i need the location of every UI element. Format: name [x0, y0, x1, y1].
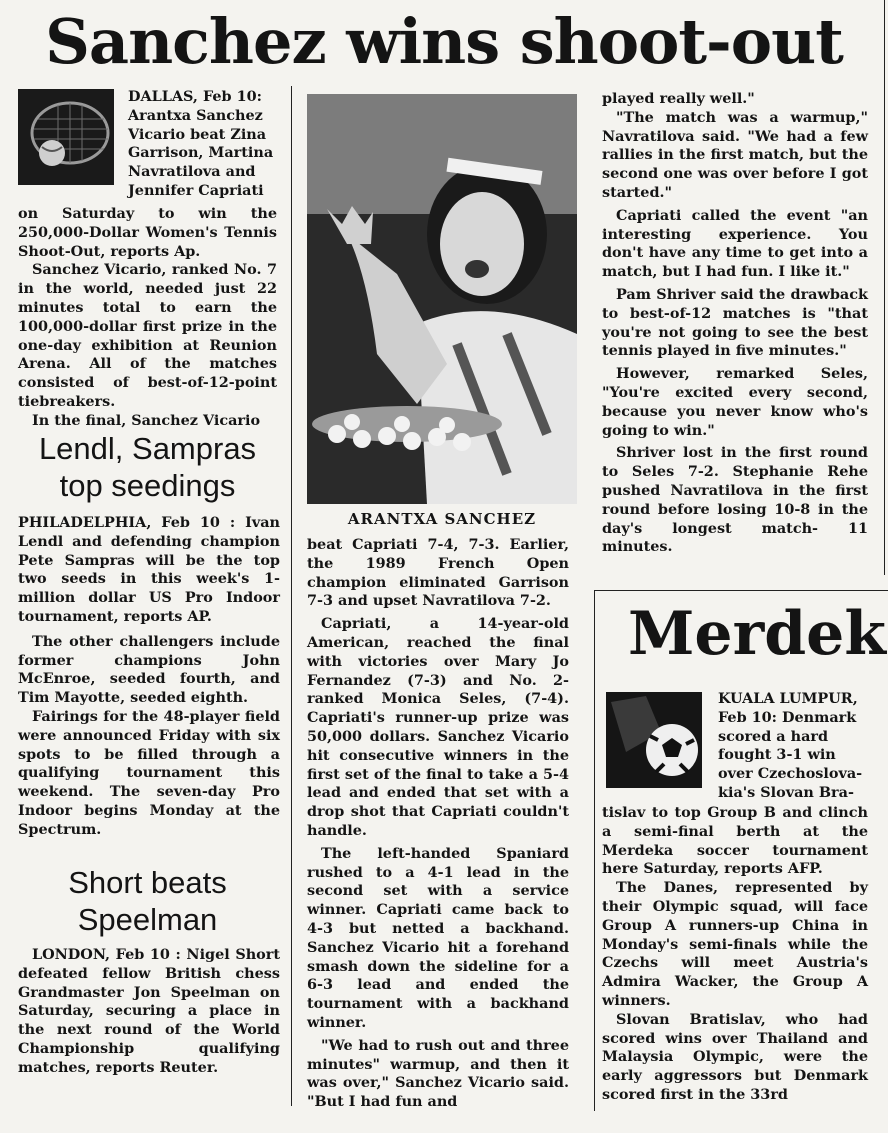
photo-caption: ARANTXA SANCHEZ [347, 510, 537, 528]
main-story-col1 [18, 205, 277, 431]
intro-line: Garrison, Martina [128, 144, 274, 162]
headline-line: Short beats [68, 865, 227, 900]
story-paragraph: "We had to rush out and three minutes" warmup, and then it was over," Sanchez Vicario said. "But I had fun and [307, 1036, 569, 1111]
intro-line: kia's Slovan Bra- [718, 783, 854, 801]
story-paragraph: The left-handed Spaniard rushed to a 4-1 lead in the second set with a service winner. Capriati came back to 4-3 but netted a backhand. Sanchez Vicario hit a forehand smash down the sideline for a 6-3 lead and ended the tournament with a backhand winner. [307, 844, 569, 1031]
story-paragraph: "The match was a warmup," Navratilova said. "We had a few rallies in the first match, but the second one was over before I got started." [602, 108, 868, 201]
story-paragraph: beat Capriati 7-4, 7-3. Earlier, the 1989 French Open champion eliminated Garrison 7-3 and upset Navratilova 7-2. [307, 536, 569, 610]
merdeka-intro [718, 690, 868, 803]
story-paragraph: tislav to top Group B and clinch a semi-final berth at the Merdeka soccer tournament here Saturday, reports AFP. [602, 804, 868, 878]
column-divider [291, 86, 292, 1106]
short-story-body [18, 946, 280, 1078]
story-paragraph: played really well." [602, 90, 755, 107]
story-paragraph: LONDON, Feb 10 : Nigel Short defeated fellow British chess Grandmaster Jon Speelman on Saturday, securing a place in the next round of the World Championship qualifying matches, reports Reuter. [18, 946, 280, 1076]
intro-line: scored a hard [718, 727, 829, 745]
story-paragraph: Pam Shriver said the drawback to best-of-12 matches is "that you're not going to see the best tennis played in five minutes." [602, 285, 868, 360]
headline-line: Speelman [77, 902, 218, 937]
intro-line: Vicario beat Zina [128, 125, 267, 143]
merdeka-headline: Merdek [628, 599, 886, 669]
story-paragraph: Slovan Bratislav, who had scored wins over Thailand and Malaysia Olympic, were the early aggressors but Denmark scored first in the 33rd [602, 1010, 868, 1103]
column-divider [884, 0, 885, 575]
short-headline [18, 864, 277, 938]
intro-line: Feb 10: Denmark [718, 708, 857, 726]
intro-line: over Czechoslova- [718, 765, 863, 783]
intro-line: Navratilova and [128, 163, 256, 181]
main-story-col2 [307, 536, 569, 1112]
story-paragraph: The other challengers include former champions John McEnroe, seeded fourth, and Tim Mayotte, seeded eighth. [18, 632, 280, 707]
story-paragraph: Sanchez Vicario, ranked No. 7 in the world, needed just 22 minutes total to earn the 100,000-dollar first prize in the one-day exhibition at Reunion Arena. All of the matches consisted of best-of-12-point tiebreakers. [18, 261, 277, 410]
lendl-headline [18, 430, 277, 504]
story-paragraph: Shriver lost in the first round to Seles 7-2. Stephanie Rehe pushed Navratilova in the first round before losing 10-8 in the day's longest match- 11 minutes. [602, 444, 868, 556]
story-paragraph: In the final, Sanchez Vicario [32, 411, 261, 429]
headline-line: top seedings [59, 468, 236, 503]
page-headline: Sanchez wins shoot-out [45, 5, 843, 78]
story-paragraph: Fairings for the 48-player field were announced Friday with six spots to be filled through a qualifying tournament this weekend. The seven-day Pro Indoor begins Monday at the Spectrum. [18, 707, 280, 838]
intro-line: Arantxa Sanchez [128, 106, 263, 124]
story-paragraph: Capriati, a 14-year-old American, reached the final with victories over Mary Jo Fernandez (7-3) and No. 2-ranked Monica Seles, (7-4). Capriati's runner-up prize was 50,000 dollars. Sanchez Vicario hit consecutive winners in the first set of the final to take a 5-4 lead and ended that set with a drop shot that Capriati couldn't handle. [307, 615, 569, 839]
soccer-ball-icon [606, 692, 702, 788]
story-paragraph: Capriati called the event "an interesting experience. You don't have any time to get into a match, but I had fun. I like it." [602, 206, 868, 281]
lendl-story-body [18, 514, 280, 840]
tennis-racket-ball-icon [18, 89, 114, 185]
intro-line: DALLAS, Feb 10: [128, 88, 262, 105]
story-paragraph: The Danes, represented by their Olympic squad, will face Group A runners-up China in Monday's semi-finals while the Czechs will meet Austria's Admira Wacker, the Group A winners. [602, 879, 868, 1009]
arantxa-sanchez-photo [307, 94, 577, 504]
intro-line: fought 3-1 win [718, 746, 836, 764]
story-paragraph: on Saturday to win the 250,000-Dollar Women's Tennis Shoot-Out, reports Ap. [18, 205, 277, 260]
intro-line: KUALA LUMPUR, [718, 690, 858, 707]
headline-line: Lendl, Sampras [38, 431, 257, 466]
intro-line: Jennifer Capriati [128, 181, 264, 199]
main-story-intro [128, 88, 276, 201]
main-story-col3 [602, 90, 868, 557]
story-paragraph: However, remarked Seles, "You're excited every second, because you never know who's going to win." [602, 365, 868, 439]
story-paragraph: PHILADELPHIA, Feb 10 : Ivan Lendl and defending champion Pete Sampras will be the top two seeds in this week's 1-million dollar US Pro Indoor tournament, reports AP. [18, 514, 280, 625]
merdeka-story-body [602, 804, 868, 1105]
